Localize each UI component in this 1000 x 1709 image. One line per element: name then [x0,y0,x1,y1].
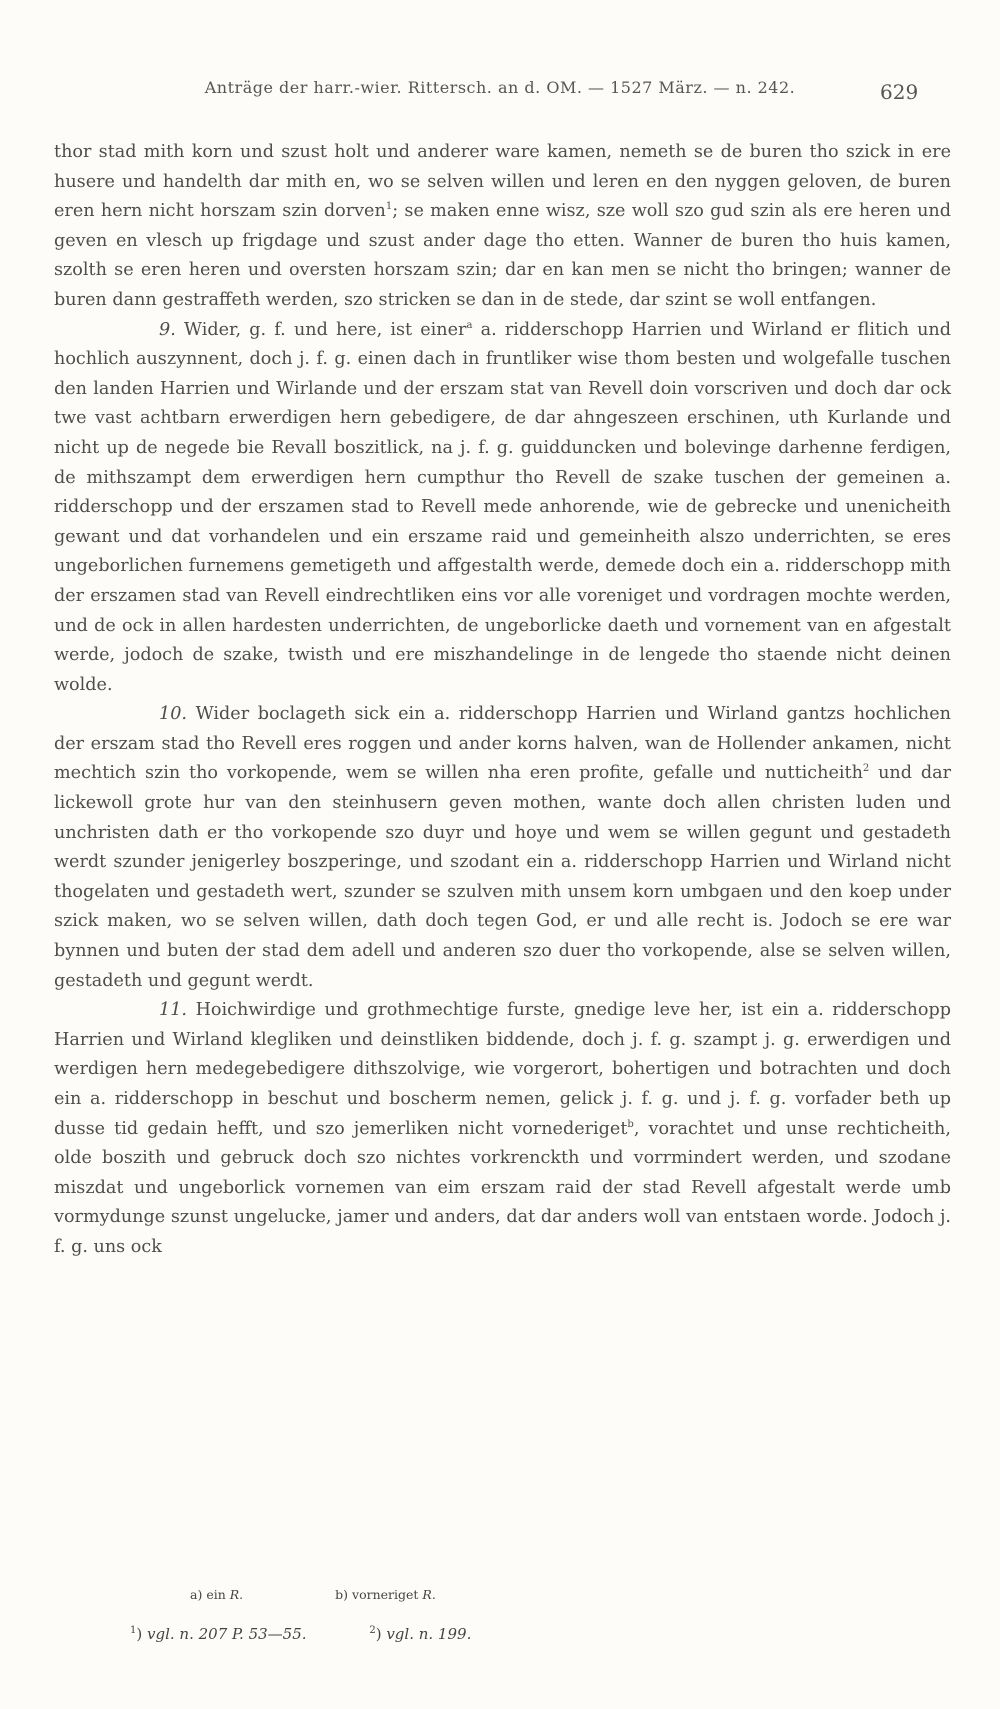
text-run: Wider, g. f. und here, ist einer [183,319,467,340]
text-run: a. ridderschopp Harrien und Wirland er flitich und hochlich auszynnent, doch j. f. g. einen dach in fruntliker wise thom besten und wolgefalle tuschen den landen Harrien und Wirlande und der erszam stat van Revell doin vorscriven und doch dar ock twe vast achtbarn erwerdigen hern gebedigere, de dar ahngeszeen erschinen, uth Kurlande und nicht up de negede bie Revall boszitlick, na j. f. g. guidduncken und bolevinge darhenne ferdigen, de mithszampt dem erwerdigen hern cumpthur tho Revell de szake tuschen der gemeinen a. ridderschopp und der erszamen stad to Revell mede anhorende, wie de gebrecke und unenicheith gewant und dat vorhandelen und ein erszame raid und gemeinheith alszo underrichten, se eres ungeborlichen furnemens gemetigeth und affgestalth werde, demede doch ein a. ridderschopp mith der erszamen stad van Revell eindrechtliken eins vor alle voreniget und vordragen mochte werden, und de ock in allen hardesten underrichten, de ungeborlicke daeth und vornement van en afgestalt werde, jodoch de szake, twisth und ere miszhandelinge in de lengede tho staende nicht deinen wolde. [54,319,952,695]
paragraph [54,700,951,996]
text-run: Hoichwirdige und grothmechtige furste, gnedige leve her, ist ein a. ridderschopp Harrien und Wirland klegliken und deinstliken biddende, doch j. f. g. szampt j. g. erwerdigen und werdigen hern medegebedigere dithszolvige, wie vorgerort, bohertigen und botrachten und doch ein a. ridderschopp in beschut und boscherm nemen, gelick j. f. g. und j. f. g. vorfader beth up dusse tid gedain hefft, und szo jemerliken nicht vornederiget [54,1000,951,1139]
apparatus-note-b: b) vorneriget R. [335,1587,436,1602]
historical-notes [130,1625,529,1643]
footnote-mark: 2 [862,763,870,775]
text-run: ; se maken enne wisz, sze woll szo gud szin als ere heren und geven en vlesch up frigdage und szust ander dage tho etten. Wanner de buren tho huis kamen, szolth se eren heren und oversten horszam szin; dar en kan men se nicht tho bringen; wanner de buren dann gestraffeth werden, szo stricken se dan in de stede, dar szint se woll entfangen. [54,201,952,310]
running-head: Anträge der harr.-wier. Rittersch. an d. OM. — 1527 März. — n. 242. [204,78,796,97]
page-number: 629 [880,80,919,104]
footnote-mark: 1 [385,201,393,213]
paragraph [54,996,951,1262]
footnote-mark: a [466,319,473,331]
text-run: Wider boclageth sick ein a. ridderschopp Harrien und Wirland gantzs hochlichen der erszam stad tho Revell eres roggen und ander korns halven, wan de Hollender ankamen, nicht mechtich szin tho vorkopende, wem se willen nha eren profite, gefalle und nutticheith [54,704,952,784]
footnote-1: $^1$) vgl. n. 207 P. 53—55. [130,1625,307,1643]
apparatus-notes [190,1587,524,1602]
text-run: und dar lickewoll grote hur van den steinhusern geven mothen, wante doch allen christen luden und unchristen dath er tho vorkopende szo duyr und hoye und wem se willen gegunt und gestadeth werdt szunder jenigerley boszperinge, und szodant ein a. ridderschopp Harrien und Wirland nicht thogelaten und gestadeth wert, szunder se szulven mith unsem korn umbgaen und den koep under szick maken, wo se selven willen, dath doch tegen God, er und alle recht is. Jodoch se ere war bynnen und buten der stad dem adell und anderen szo duer tho vorkopende, alse se selven willen, gestadeth und gegunt werdt. [54,763,951,991]
text-run: , vorachtet und unse rechticheith, olde boszith und gebruck doch szo nichtes vorkrenckth und vorrmindert werden, und szodane miszdat und ungeborlick vornemen van eim erszam raid der stad Revell afgestalt werde umb vormydunge szunst ungelucke, jamer und anders, dat dar anders woll van entstaen worde. Jodoch j. f. g. uns ock [54,1118,951,1257]
footnote-2: $^2$) vgl. n. 199. [369,1625,472,1643]
footnote-mark: b [627,1118,634,1130]
paragraph [54,316,951,701]
body-text [54,138,951,1263]
apparatus-note-a: a) ein R. [190,1587,244,1602]
paragraph-number: 11. [159,1000,187,1021]
paragraph [54,138,951,316]
text-run: thor stad mith korn und szust holt und anderer ware kamen, nemeth se de buren tho szick in ere husere und handelth dar mith en, wo se selven willen und leren en den nyggen geloven, de buren eren hern nicht horszam szin dorven [54,142,951,222]
paragraph-number: 10. [159,704,187,725]
paragraph-number: 9. [159,319,176,340]
